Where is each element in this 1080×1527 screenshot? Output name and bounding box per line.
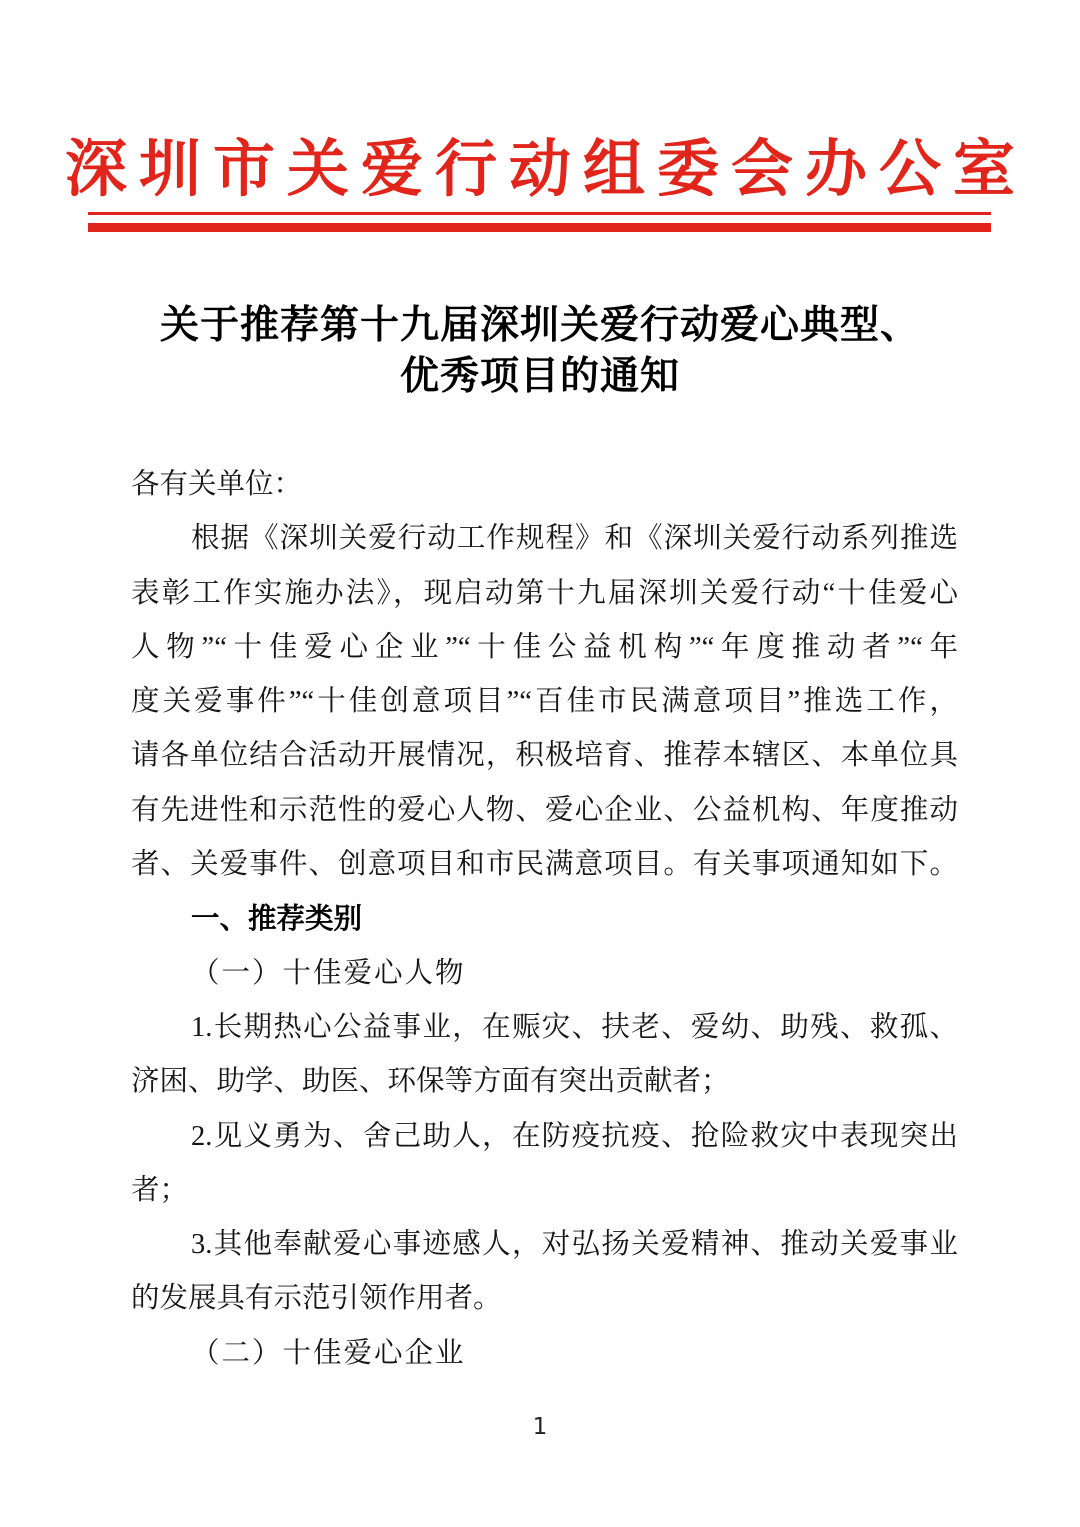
subsection-heading: （一）十佳爱心人物 bbox=[191, 957, 466, 989]
document-title bbox=[0, 300, 1080, 402]
paragraph-line: 根据《深圳关爱行动工作规程》和《深圳关爱行动系列推选 bbox=[191, 523, 958, 555]
letterhead-rule-thick bbox=[88, 223, 991, 232]
letterhead-rule-thin bbox=[88, 212, 991, 215]
paragraph-line: 人物”“十佳爱心企业”“十佳公益机构”“年度推动者”“年 bbox=[131, 631, 958, 663]
paragraph-line: 者、关爱事件、创意项目和市民满意项目。有关事项通知如下。 bbox=[131, 849, 958, 881]
list-item-line: 1.长期热心公益事业，在赈灾、扶老、爱幼、助残、救孤、 bbox=[191, 1011, 958, 1043]
list-item-line: 2.见义勇为、舍己助人，在防疫抗疫、抢险救灾中表现突出 bbox=[191, 1120, 958, 1152]
paragraph-line: 请各单位结合活动开展情况，积极培育、推荐本辖区、本单位具 bbox=[131, 740, 958, 772]
list-item-line: 济困、助学、助医、环保等方面有突出贡献者； bbox=[131, 1066, 730, 1098]
subsection-heading: （二）十佳爱心企业 bbox=[191, 1337, 466, 1369]
body-text bbox=[131, 458, 958, 1381]
list-item-line: 3.其他奉献爱心事迹感人，对弘扬关爱精神、推动关爱事业 bbox=[191, 1229, 958, 1261]
letterhead-org-name: 深圳市关爱行动组委会办公室 bbox=[64, 136, 1027, 204]
document-title-line-1: 关于推荐第十九届深圳关爱行动爱心典型、 bbox=[159, 304, 920, 347]
list-item-line: 者； bbox=[131, 1174, 189, 1206]
page-number: 1 bbox=[532, 1414, 548, 1440]
paragraph-line: 表彰工作实施办法》，现启动第十九届深圳关爱行动“十佳爱心 bbox=[131, 577, 958, 609]
document-title-line-2: 优秀项目的通知 bbox=[399, 355, 680, 398]
paragraph-line: 度关爱事件”“十佳创意项目”“百佳市民满意项目”推选工作， bbox=[131, 686, 958, 718]
salutation-line: 各有关单位： bbox=[131, 469, 303, 500]
section-heading: 一、推荐类别 bbox=[191, 903, 363, 936]
paragraph-line: 有先进性和示范性的爱心人物、爱心企业、公益机构、年度推动 bbox=[131, 794, 958, 826]
list-item-line: 的发展具有示范引领作用者。 bbox=[131, 1283, 502, 1315]
